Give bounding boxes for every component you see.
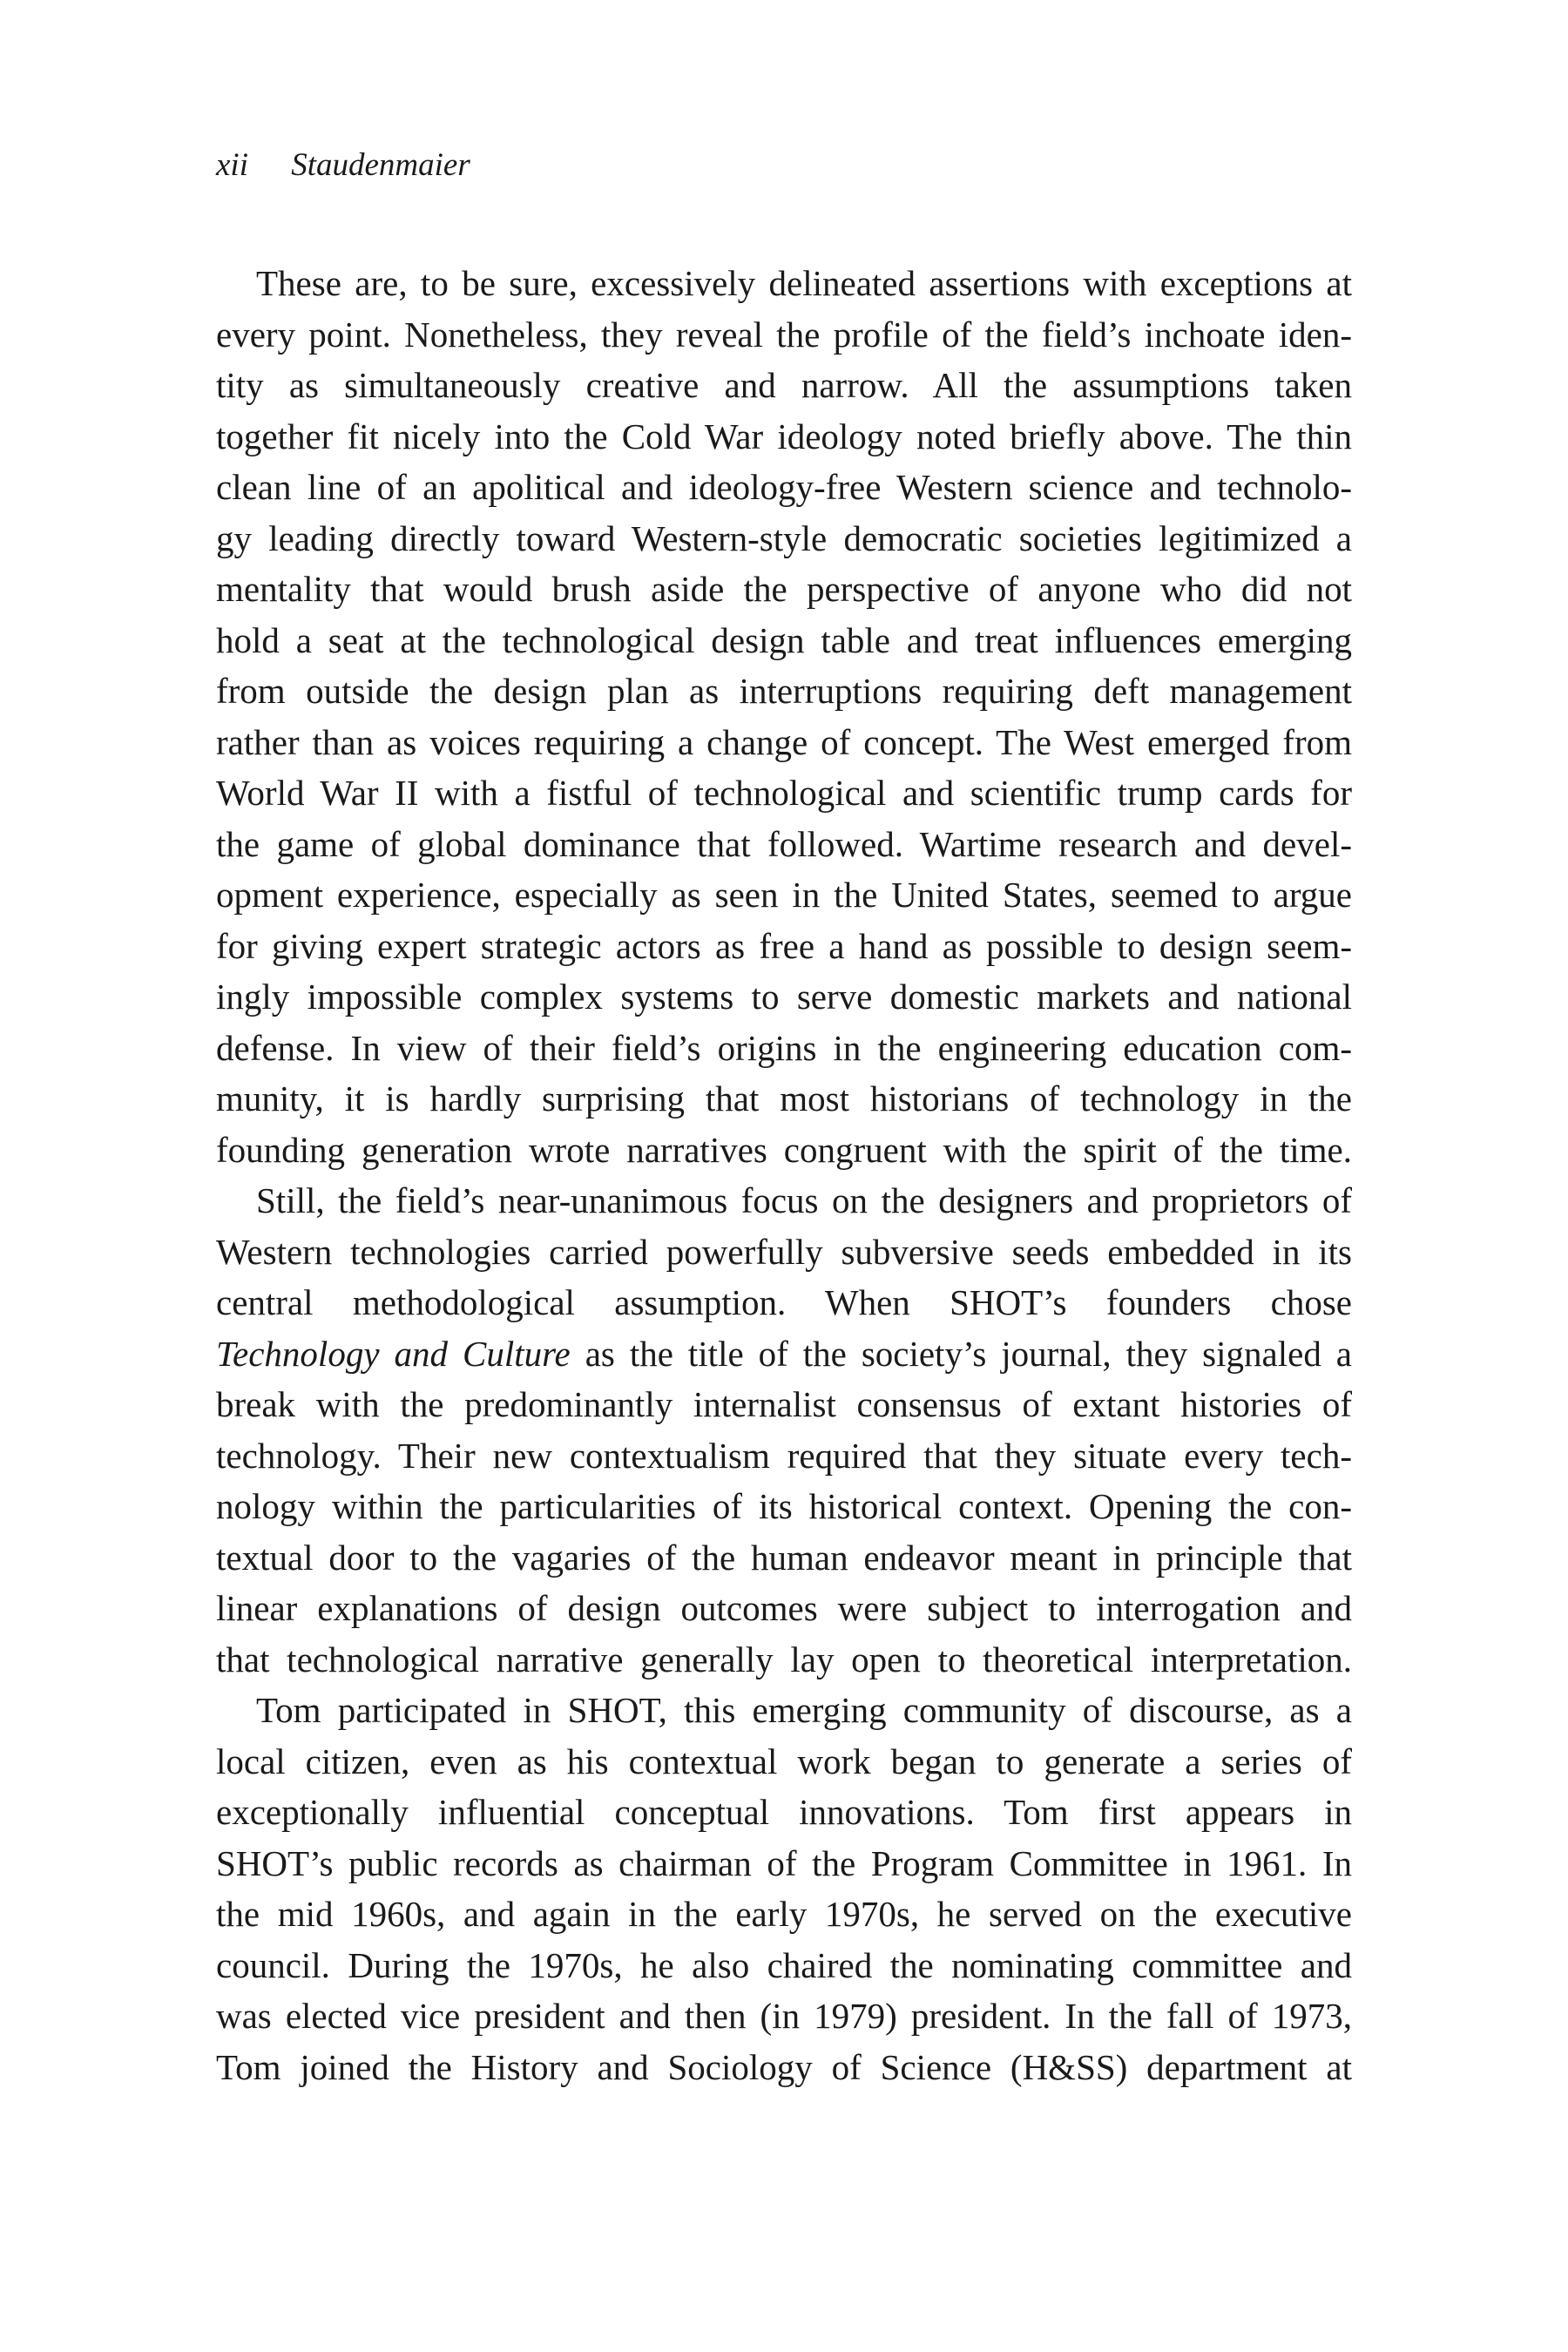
text-line: gy leading directly toward Western-style democratic societies legitimized a	[216, 517, 1352, 558]
text-line: clean line of an apolitical and ideology-free Western science and technolo-	[216, 467, 1352, 507]
text-line: for giving expert strategic actors as free a hand as possible to design seem-	[216, 925, 1352, 966]
text-line: central methodological assumption. When SHOT’s founders chose	[216, 1282, 1352, 1322]
text-line: from outside the design plan as interruptions requiring deft management	[216, 671, 1352, 711]
text-line: hold a seat at the technological design table and treat influences emerging	[216, 619, 1352, 660]
text-line: Still, the field’s near-unanimous focus on the designers and proprietors of	[256, 1180, 1352, 1220]
text-line: was elected vice president and then (in 1979) president. In the fall of 1973,	[216, 1996, 1352, 2036]
running-head-author: Staudenmaier	[291, 147, 470, 183]
text-line: every point. Nonetheless, they reveal the profile of the field’s inchoate iden-	[216, 314, 1352, 355]
journal-title: Technology and Culture	[216, 1333, 571, 1374]
text-line: textual door to the vagaries of the human endeavor meant in principle that	[216, 1537, 1352, 1578]
text-line: local citizen, even as his contextual work began to generate a series of	[216, 1740, 1352, 1781]
text-line: that technological narrative generally lay open to theoretical interpretation.	[216, 1639, 1352, 1680]
text-line: the game of global dominance that followed. Wartime research and devel-	[216, 823, 1352, 864]
text-line: tity as simultaneously creative and narrow. All the assumptions taken	[216, 365, 1352, 405]
text-line: Tom participated in SHOT, this emerging community of discourse, as a	[256, 1690, 1352, 1730]
text-line-with-italic-title	[216, 1328, 1352, 1380]
text-line: founding generation wrote narratives congruent with the spirit of the time.	[216, 1129, 1352, 1170]
text-line: linear explanations of design outcomes were subject to interrogation and	[216, 1588, 1352, 1628]
text-line: nology within the particularities of its historical context. Opening the con-	[216, 1486, 1352, 1526]
text-line: mentality that would brush aside the perspective of anyone who did not	[216, 569, 1352, 609]
text-line: munity, it is hardly surprising that most historians of technology in the	[216, 1078, 1352, 1119]
journal-title-line-rest: as the title of the society’s journal, they signaled a	[570, 1333, 1352, 1374]
text-line: Western technologies carried powerfully subversive seeds embedded in its	[216, 1231, 1352, 1272]
text-line: together fit nicely into the Cold War ideology noted briefly above. The thin	[216, 416, 1352, 456]
text-line: SHOT’s public records as chairman of the Program Committee in 1961. In	[216, 1842, 1352, 1883]
text-line: defense. In view of their field’s origins in the engineering education com-	[216, 1027, 1352, 1068]
text-line: rather than as voices requiring a change of concept. The West emerged from	[216, 721, 1352, 762]
text-line: Tom joined the History and Sociology of Science (H&SS) department at	[216, 2046, 1352, 2087]
text-line: council. During the 1970s, he also chaired the nominating committee and	[216, 1944, 1352, 1985]
text-line: exceptionally influential conceptual innovations. Tom first appears in	[216, 1792, 1352, 1832]
body-text	[216, 258, 1352, 2092]
text-line: These are, to be sure, excessively delineated assertions with exceptions at	[256, 263, 1352, 303]
text-line: World War II with a fistful of technological and scientific trump cards for	[216, 773, 1352, 813]
text-line: ingly impossible complex systems to serve domestic markets and national	[216, 977, 1352, 1017]
text-line: opment experience, especially as seen in the United States, seemed to argue	[216, 875, 1352, 915]
text-line: technology. Their new contextualism required that they situate every tech-	[216, 1435, 1352, 1476]
text-line: the mid 1960s, and again in the early 1970s, he served on the executive	[216, 1894, 1352, 1934]
text-line: break with the predominantly internalist consensus of extant histories of	[216, 1384, 1352, 1424]
page-number: xii	[216, 147, 248, 183]
running-head	[216, 146, 470, 184]
